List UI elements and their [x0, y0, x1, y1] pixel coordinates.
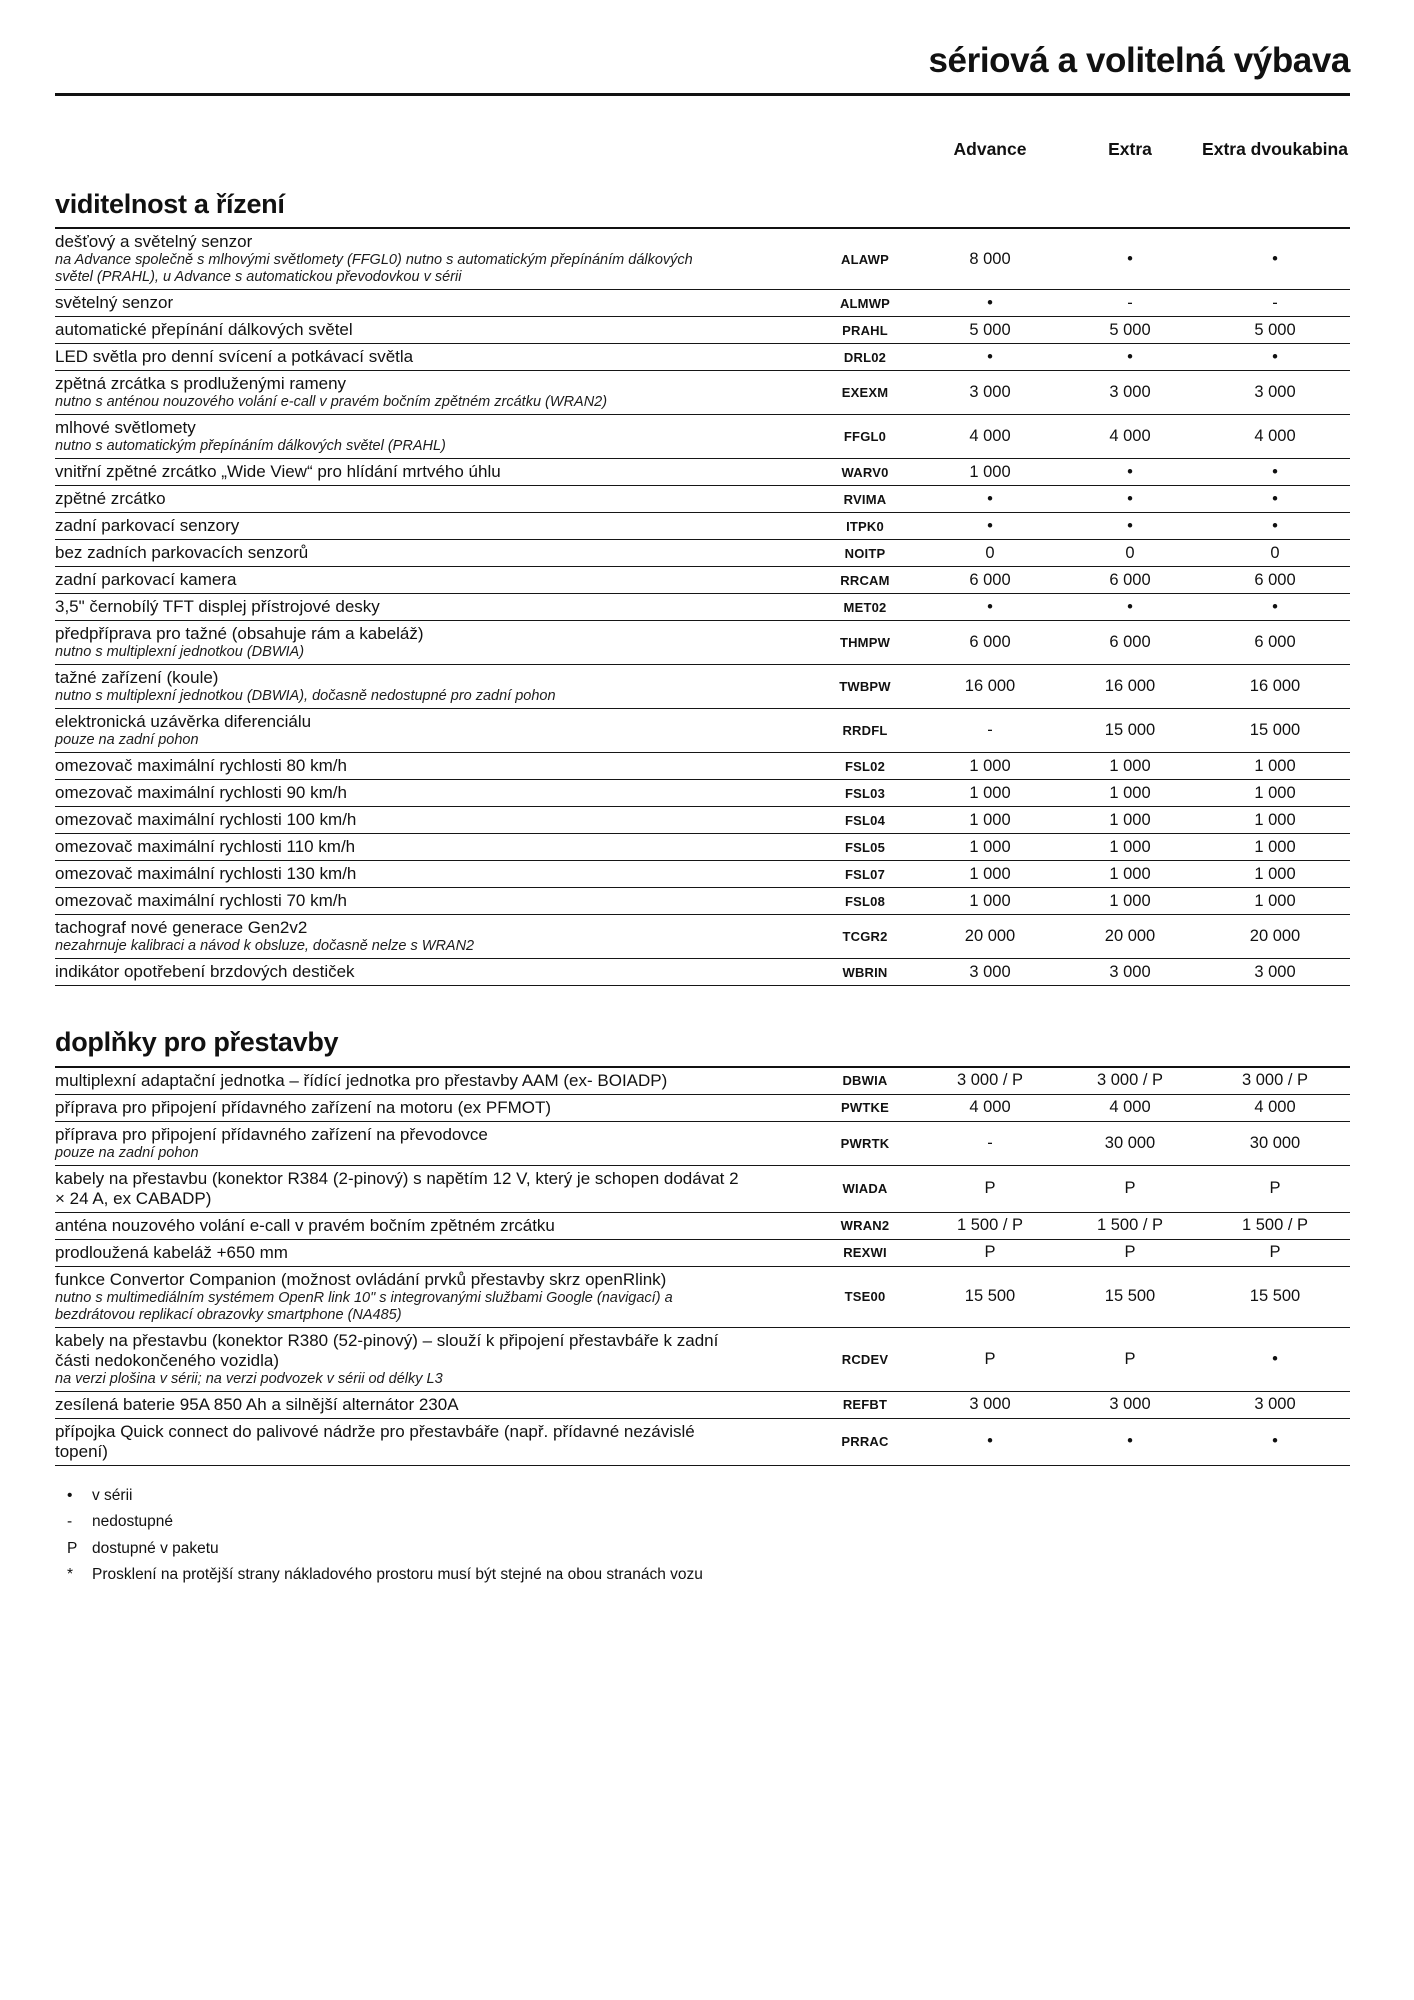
item-note: na Advance společně s mlhovými světlomety (FFGL0) nutno s automatickým přepínáním dálkových světel (PRAHL), u Advance s automatickou převodovkou v sérii: [55, 252, 693, 286]
price-extra: •: [1127, 597, 1133, 616]
price-extra: 3 000: [1109, 383, 1151, 402]
item-description: [55, 1270, 810, 1324]
item-name: světelný senzor: [55, 293, 174, 313]
price-extra-dvoukabina: •: [1272, 249, 1278, 268]
item-code: TCGR2: [842, 929, 888, 945]
table-row: [55, 959, 1350, 986]
item-description: [55, 543, 810, 563]
price-extra-dvoukabina: 6 000: [1254, 633, 1296, 652]
item-note: pouze na zadní pohon: [55, 732, 199, 749]
item-name: bez zadních parkovacích senzorů: [55, 543, 309, 563]
table-row: [55, 834, 1350, 861]
equipment-table: [55, 227, 1350, 986]
item-name: předpříprava pro tažné (obsahuje rám a kabeláž): [55, 624, 424, 644]
price-extra: •: [1127, 347, 1133, 366]
price-extra-dvoukabina: •: [1272, 462, 1278, 481]
price-extra: P: [1124, 1243, 1136, 1262]
item-description: [55, 756, 810, 776]
column-header-advance: Advance: [953, 139, 1027, 160]
table-row: [55, 1267, 1350, 1328]
section-heading: doplňky pro přestavby: [55, 1027, 339, 1058]
item-name: zadní parkovací senzory: [55, 516, 240, 536]
price-extra: 15 000: [1104, 721, 1156, 740]
price-extra: 1 000: [1109, 864, 1151, 883]
table-row: [55, 915, 1350, 959]
legend-row: [55, 1512, 1350, 1531]
item-code: WARV0: [841, 464, 889, 480]
price-extra: 6 000: [1109, 633, 1151, 652]
page-title: sériová a volitelná výbava: [928, 41, 1350, 80]
price-advance: 1 000: [969, 891, 1011, 910]
item-description: [55, 918, 810, 955]
table-row: [55, 540, 1350, 567]
item-description: [55, 293, 810, 313]
price-extra: 16 000: [1104, 677, 1156, 696]
column-header-extra: Extra: [1108, 139, 1152, 160]
price-extra-dvoukabina: •: [1272, 1432, 1278, 1451]
legend-row: [55, 1539, 1350, 1558]
price-extra-dvoukabina: •: [1272, 347, 1278, 366]
table-row: [55, 753, 1350, 780]
price-extra-dvoukabina: 0: [1270, 543, 1280, 562]
price-advance: 16 000: [964, 677, 1016, 696]
price-extra: P: [1124, 1179, 1136, 1198]
price-advance: 1 000: [969, 756, 1011, 775]
item-name: mlhové světlomety: [55, 418, 196, 438]
item-description: [55, 712, 810, 749]
price-extra-dvoukabina: 30 000: [1249, 1133, 1301, 1152]
item-name: zpětné zrcátko: [55, 489, 166, 509]
table-row: [55, 513, 1350, 540]
item-name: LED světla pro denní svícení a potkávací světla: [55, 347, 414, 367]
price-extra-dvoukabina: •: [1272, 489, 1278, 508]
legend: [55, 1486, 1350, 1585]
item-description: [55, 347, 810, 367]
price-advance: 1 000: [969, 837, 1011, 856]
price-extra-dvoukabina: 4 000: [1254, 1098, 1296, 1117]
price-advance: 4 000: [969, 1098, 1011, 1117]
item-name: dešťový a světelný senzor: [55, 232, 253, 252]
price-extra: 1 000: [1109, 837, 1151, 856]
item-name: tažné zařízení (koule): [55, 668, 219, 688]
price-extra-dvoukabina: 1 000: [1254, 837, 1296, 856]
item-code: FSL04: [844, 812, 885, 828]
price-advance: 1 000: [969, 783, 1011, 802]
item-name: automatické přepínání dálkových světel: [55, 320, 353, 340]
table-row: [55, 415, 1350, 459]
table-row: [55, 290, 1350, 317]
table-row: [55, 1068, 1350, 1095]
section-heading: viditelnost a řízení: [55, 188, 285, 219]
item-description: [55, 570, 810, 590]
price-advance: 3 000: [969, 962, 1011, 981]
column-headers: [55, 112, 1350, 160]
price-extra: •: [1127, 516, 1133, 535]
price-advance: 1 000: [969, 810, 1011, 829]
table-row: [55, 1328, 1350, 1392]
item-code: TSE00: [844, 1289, 886, 1305]
legend-label: Prosklení na protější strany nákladového prostoru musí být stejné na obou stranách vozu: [92, 1566, 703, 1583]
item-code: ALAWP: [841, 251, 889, 267]
item-description: [55, 624, 810, 661]
item-description: [55, 489, 810, 509]
price-advance: -: [987, 1133, 993, 1152]
item-note: nutno s anténou nouzového volání e-call v pravém bočním zpětném zrcátku (WRAN2): [55, 394, 608, 411]
item-description: [55, 1216, 810, 1236]
item-code: PRRAC: [841, 1434, 889, 1450]
price-extra-dvoukabina: 6 000: [1254, 570, 1296, 589]
item-code: RRCAM: [840, 572, 890, 588]
price-advance: 3 000 / P: [956, 1071, 1024, 1090]
price-extra: 1 000: [1109, 783, 1151, 802]
item-description: [55, 1331, 810, 1388]
item-code: PWRTK: [840, 1135, 890, 1151]
price-extra: 15 500: [1104, 1287, 1156, 1306]
price-extra: 0: [1125, 543, 1135, 562]
table-row: [55, 229, 1350, 290]
table-row: [55, 1392, 1350, 1419]
item-note: nutno s multiplexní jednotkou (DBWIA): [55, 644, 305, 661]
price-extra: 1 500 / P: [1096, 1216, 1164, 1235]
price-extra: •: [1127, 1432, 1133, 1451]
item-name: omezovač maximální rychlosti 100 km/h: [55, 810, 357, 830]
table-row: [55, 1122, 1350, 1166]
price-extra-dvoukabina: 1 000: [1254, 756, 1296, 775]
price-extra-dvoukabina: -: [1272, 293, 1278, 312]
item-code: ITPK0: [846, 518, 884, 534]
item-name: funkce Convertor Companion (možnost ovládání prvků přestavby skrz openRlink): [55, 1269, 667, 1289]
item-description: [55, 891, 810, 911]
equipment-sections: [55, 190, 1350, 1466]
price-advance: 6 000: [969, 633, 1011, 652]
item-name: omezovač maximální rychlosti 90 km/h: [55, 783, 347, 803]
item-code: MET02: [843, 599, 887, 615]
price-advance: 4 000: [969, 427, 1011, 446]
section: [55, 190, 1350, 987]
item-code: FSL07: [844, 866, 885, 882]
item-code: WIADA: [842, 1181, 888, 1197]
item-description: [55, 232, 810, 286]
item-name: multiplexní adaptační jednotka – řídící jednotka pro přestavby AAM (ex- BOIADP): [55, 1070, 668, 1090]
item-description: [55, 1071, 810, 1091]
legend-label: dostupné v paketu: [92, 1539, 219, 1557]
price-extra-dvoukabina: 3 000: [1254, 383, 1296, 402]
price-advance: 6 000: [969, 570, 1011, 589]
item-name: omezovač maximální rychlosti 130 km/h: [55, 864, 357, 884]
price-extra: •: [1127, 489, 1133, 508]
price-extra: 4 000: [1109, 427, 1151, 446]
item-code: DRL02: [843, 349, 887, 365]
table-row: [55, 1095, 1350, 1122]
price-extra: -: [1127, 293, 1133, 312]
item-name: příprava pro připojení přídavného zařízení na převodovce: [55, 1124, 488, 1144]
item-code: FSL08: [844, 893, 885, 909]
price-advance: 1 000: [969, 864, 1011, 883]
table-row: [55, 780, 1350, 807]
item-note: nezahrnuje kalibraci a návod k obsluze, dočasně nelze s WRAN2: [55, 938, 475, 955]
table-row: [55, 1240, 1350, 1267]
price-extra-dvoukabina: 15 500: [1249, 1287, 1301, 1306]
table-row: [55, 1419, 1350, 1466]
item-name: zesílená baterie 95A 850 Ah a silnější alternátor 230A: [55, 1394, 459, 1414]
price-extra: 3 000: [1109, 1395, 1151, 1414]
price-extra: 1 000: [1109, 891, 1151, 910]
item-code: RCDEV: [841, 1351, 889, 1367]
legend-row: [55, 1565, 1350, 1584]
item-description: [55, 837, 810, 857]
price-extra-dvoukabina: •: [1272, 597, 1278, 616]
price-advance: •: [987, 293, 993, 312]
item-name: omezovač maximální rychlosti 110 km/h: [55, 837, 356, 857]
price-advance: 20 000: [964, 927, 1016, 946]
item-code: REFBT: [842, 1397, 888, 1413]
price-advance: P: [984, 1243, 996, 1262]
price-extra: 5 000: [1109, 320, 1151, 339]
price-extra: •: [1127, 249, 1133, 268]
item-name: zadní parkovací kamera: [55, 570, 237, 590]
price-advance: •: [987, 347, 993, 366]
table-row: [55, 1213, 1350, 1240]
item-description: [55, 1243, 810, 1263]
legend-symbol: P: [67, 1539, 78, 1557]
price-extra: 20 000: [1104, 927, 1156, 946]
item-name: elektronická uzávěrka diferenciálu: [55, 712, 312, 732]
item-description: [55, 668, 810, 705]
legend-symbol: -: [67, 1513, 73, 1531]
item-note: nutno s multimediálním systémem OpenR link 10" s integrovanými službami Google (navigací) a bezdrátovou replikací obrazovky smartphone (NA485): [55, 1289, 673, 1323]
legend-label: v sérii: [92, 1486, 133, 1504]
price-advance: 3 000: [969, 383, 1011, 402]
item-code: RVIMA: [843, 491, 887, 507]
price-advance: -: [987, 721, 993, 740]
item-name: vnitřní zpětné zrcátko „Wide View“ pro hlídání mrtvého úhlu: [55, 462, 501, 482]
price-extra: •: [1127, 462, 1133, 481]
item-code: TWBPW: [839, 679, 891, 695]
legend-row: [55, 1486, 1350, 1505]
equipment-table: [55, 1066, 1350, 1466]
table-row: [55, 621, 1350, 665]
legend-label: nedostupné: [92, 1513, 174, 1531]
item-note: nutno s automatickým přepínáním dálkových světel (PRAHL): [55, 438, 446, 455]
item-description: [55, 1422, 810, 1462]
price-extra-dvoukabina: •: [1272, 1349, 1278, 1368]
price-extra-dvoukabina: 4 000: [1254, 427, 1296, 446]
item-code: FSL03: [844, 785, 885, 801]
item-description: [55, 783, 810, 803]
price-advance: 5 000: [969, 320, 1011, 339]
item-note: pouze na zadní pohon: [55, 1144, 199, 1161]
price-advance: •: [987, 516, 993, 535]
item-description: [55, 1098, 810, 1118]
price-extra-dvoukabina: •: [1272, 516, 1278, 535]
item-description: [55, 516, 810, 536]
table-row: [55, 1166, 1350, 1213]
item-code: RRDFL: [842, 723, 888, 739]
price-extra-dvoukabina: 1 000: [1254, 891, 1296, 910]
item-name: příprava pro připojení přídavného zařízení na motoru (ex PFMOT): [55, 1097, 552, 1117]
price-extra: 1 000: [1109, 756, 1151, 775]
price-extra-dvoukabina: 3 000 / P: [1241, 1071, 1309, 1090]
price-extra-dvoukabina: 16 000: [1249, 677, 1301, 696]
table-row: [55, 567, 1350, 594]
price-extra-dvoukabina: 20 000: [1249, 927, 1301, 946]
item-name: omezovač maximální rychlosti 80 km/h: [55, 756, 347, 776]
price-extra: 30 000: [1104, 1133, 1156, 1152]
price-extra: 4 000: [1109, 1098, 1151, 1117]
item-description: [55, 1395, 810, 1415]
item-description: [55, 1169, 810, 1209]
table-row: [55, 459, 1350, 486]
table-row: [55, 317, 1350, 344]
table-row: [55, 344, 1350, 371]
item-description: [55, 320, 810, 340]
price-advance: 8 000: [969, 249, 1011, 268]
item-name: 3,5" černobílý TFT displej přístrojové desky: [55, 597, 380, 617]
price-advance: 15 500: [964, 1287, 1016, 1306]
item-description: [55, 1125, 810, 1162]
table-row: [55, 486, 1350, 513]
item-code: FSL05: [844, 839, 885, 855]
item-note: nutno s multiplexní jednotkou (DBWIA), dočasně nedostupné pro zadní pohon: [55, 688, 556, 705]
price-extra: 6 000: [1109, 570, 1151, 589]
price-advance: P: [984, 1179, 996, 1198]
item-name: tachograf nové generace Gen2v2: [55, 918, 308, 938]
item-description: [55, 962, 810, 982]
item-code: EXEXM: [841, 385, 889, 401]
item-name: anténa nouzového volání e-call v pravém bočním zpětném zrcátku: [55, 1215, 555, 1235]
item-name: kabely na přestavbu (konektor R380 (52-pinový) – slouží k připojení přestavbáře k zadní části nedokončeného vozidla): [55, 1330, 719, 1370]
item-code: FSL02: [844, 758, 885, 774]
item-code: NOITP: [844, 545, 886, 561]
title-rule: [55, 93, 1350, 96]
price-advance: •: [987, 1432, 993, 1451]
price-extra-dvoukabina: P: [1269, 1179, 1281, 1198]
item-name: prodloužená kabeláž +650 mm: [55, 1242, 288, 1262]
item-code: THMPW: [839, 635, 891, 651]
price-advance: 1 500 / P: [956, 1216, 1024, 1235]
table-row: [55, 665, 1350, 709]
price-extra-dvoukabina: 1 000: [1254, 864, 1296, 883]
price-advance: 0: [985, 543, 995, 562]
item-name: kabely na přestavbu (konektor R384 (2-pinový) s napětím 12 V, který je schopen dodávat 2 × 24 A, ex CABADP): [55, 1168, 739, 1208]
table-row: [55, 371, 1350, 415]
item-note: na verzi plošina v sérii; na verzi podvozek v sérii od délky L3: [55, 1370, 443, 1387]
item-name: zpětná zrcátka s prodluženými rameny: [55, 374, 347, 394]
price-advance: 3 000: [969, 1395, 1011, 1414]
item-description: [55, 462, 810, 482]
price-extra-dvoukabina: 3 000: [1254, 962, 1296, 981]
item-description: [55, 418, 810, 455]
price-extra: 1 000: [1109, 810, 1151, 829]
table-row: [55, 709, 1350, 753]
price-extra-dvoukabina: 1 500 / P: [1241, 1216, 1309, 1235]
item-code: PRAHL: [842, 322, 888, 338]
price-advance: •: [987, 489, 993, 508]
price-advance: 1 000: [969, 462, 1011, 481]
price-extra: 3 000: [1109, 962, 1151, 981]
price-extra: 3 000 / P: [1096, 1071, 1164, 1090]
item-description: [55, 810, 810, 830]
price-extra-dvoukabina: 5 000: [1254, 320, 1296, 339]
price-extra: P: [1124, 1349, 1136, 1368]
legend-symbol: •: [67, 1486, 73, 1504]
item-code: ALMWP: [839, 295, 891, 311]
item-code: WBRIN: [842, 964, 888, 980]
price-advance: •: [987, 597, 993, 616]
item-code: WRAN2: [840, 1218, 890, 1234]
price-extra-dvoukabina: 3 000: [1254, 1395, 1296, 1414]
item-name: indikátor opotřebení brzdových destiček: [55, 962, 355, 982]
table-row: [55, 861, 1350, 888]
price-advance: P: [984, 1349, 996, 1368]
table-row: [55, 807, 1350, 834]
item-code: REXWI: [843, 1245, 887, 1261]
table-row: [55, 594, 1350, 621]
item-code: FFGL0: [843, 429, 887, 445]
price-extra-dvoukabina: 1 000: [1254, 783, 1296, 802]
price-extra-dvoukabina: 1 000: [1254, 810, 1296, 829]
item-code: DBWIA: [842, 1073, 888, 1089]
item-description: [55, 597, 810, 617]
table-row: [55, 888, 1350, 915]
item-description: [55, 864, 810, 884]
section: [55, 1028, 1350, 1466]
price-extra-dvoukabina: 15 000: [1249, 721, 1301, 740]
item-name: omezovač maximální rychlosti 70 km/h: [55, 891, 347, 911]
legend-symbol: *: [67, 1566, 74, 1583]
column-header-extra-dvoukabina: Extra dvoukabina: [1202, 139, 1348, 160]
item-description: [55, 374, 810, 411]
item-code: PWTKE: [841, 1100, 889, 1116]
item-name: přípojka Quick connect do palivové nádrže pro přestavbáře (např. přídavné nezávislé topení): [55, 1421, 695, 1461]
price-extra-dvoukabina: P: [1269, 1243, 1281, 1262]
